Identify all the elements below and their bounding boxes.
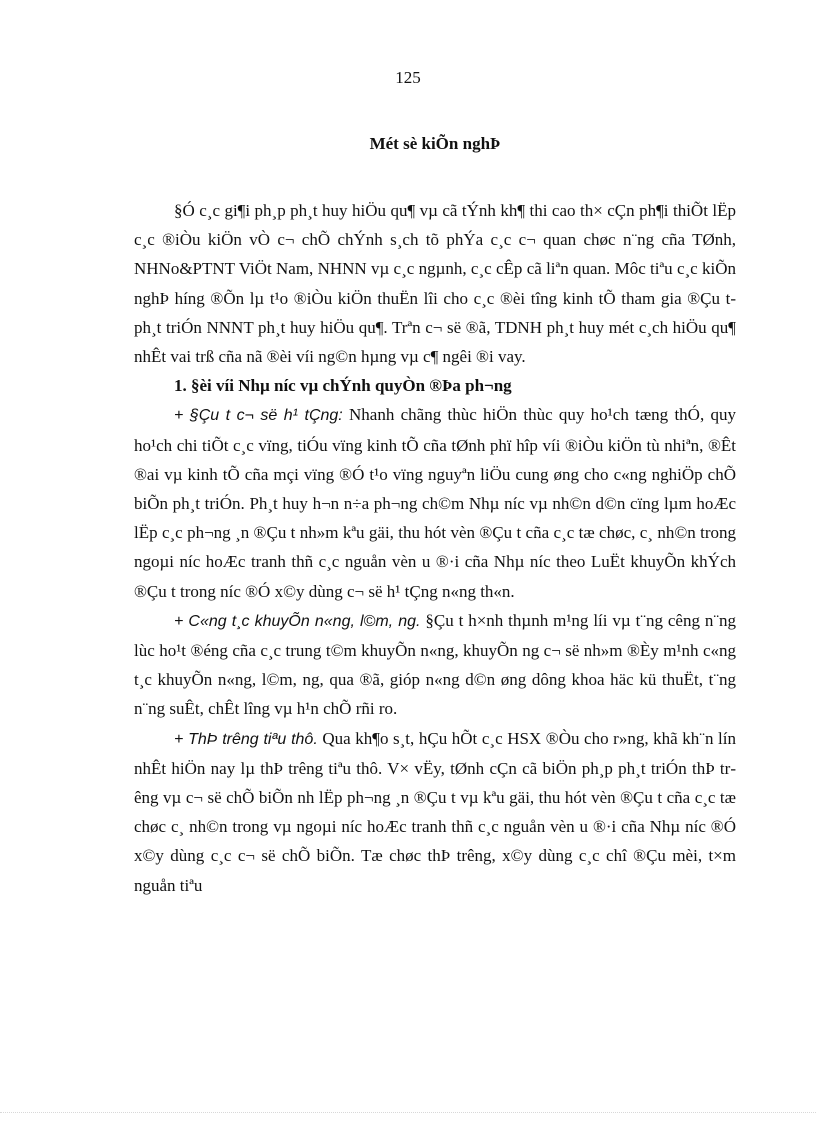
item-text-infrastructure: Nhanh chãng thùc hiÖn thùc quy ho¹ch tæng thÓ, quy ho¹ch chi tiÕt c¸c vïng, tiÓu vïng kinh tÕ cña tØnh phï hîp víi ®iÒu kiÖn tù nhiªn, ®Êt ®ai vµ kinh tÕ cña mçi vïng ®Ó t¹o vïng nguyªn liÖu cung øng cho c«ng nghiÖp chÕ biÕn ph¸t triÓn. Ph¸t huy h¬n n÷a ph¬ng ch©m Nhµ níc vµ nh©n d©n cïng lµm hoÆc lËp c¸c ph¬ng ¸n ®Çu t nh»m kªu gäi, thu hót vèn ®Çu t cña c¸c tæ chøc, c¸ nh©n trong ngoµi níc hoÆc tranh thñ c¸c nguån vèn u ®·i cña Nhµ níc theo LuËt khuyÕn khÝch ®Çu t trong níc ®Ó x©y dùng c¬ së h¹ tÇng n«ng th«n.: [134, 405, 736, 601]
page-title: Mét sè kiÕn nghÞ: [369, 134, 501, 153]
paragraph-extension: [134, 606, 736, 724]
item-label-extension: + C«ng t¸c khuyÕn n«ng, l©m, ng.: [174, 612, 421, 630]
intro-paragraph: §Ó c¸c gi¶i ph¸p ph¸t huy hiÖu qu¶ vµ cã tÝnh kh¶ thi cao th× cÇn ph¶i thiÕt lËp c¸c ®iÒu kiÖn vÒ c¬ chÕ chÝnh s¸ch tõ phÝa c¸c c¬ quan chøc n¨ng cña TØnh, NHNo&PTNT ViÖt Nam, NHNN vµ c¸c ngµnh, c¸c cÊp cã liªn quan. Môc tiªu c¸c kiÕn nghÞ híng ®Õn lµ t¹o ®iÒu kiÖn thuËn lîi cho c¸c ®èi tîng kinh tÕ tham gia ®Çu t ph¸t triÓn NNNT ph¸t huy hiÖu qu¶. Trªn c¬ së ®ã, TDNH ph¸t huy mét c¸ch hiÖu qu¶ nhÊt vai trß cña nã ®èi víi ng©n hµng vµ c¶ ngêi ®i vay.: [134, 201, 736, 367]
page-number: 125: [395, 68, 421, 87]
item-label-market: + ThÞ trêng tiªu thô.: [174, 730, 318, 748]
page-bottom-divider: [0, 1112, 816, 1113]
paragraph-infrastructure: [134, 400, 736, 605]
section-heading: 1. §èi víi Nhµ níc vµ chÝnh quyÒn ®Þa ph¬ng: [174, 376, 512, 396]
item-text-extension: §Çu t h×nh thµnh m¹ng líi vµ t¨ng cêng n¨ng lùc ho¹t ®éng cña c¸c trung t©m khuyÕn n«ng, khuyÕn ng c¬ së nh»m ®Èy m¹nh c«ng t¸c khuyÕn n«ng, l©m, ng, qua ®ã, gióp n«ng d©n øng dông khoa häc kü thuËt, t¨ng n¨ng suÊt, chÊt lîng vµ h¹n chÕ rñi ro.: [134, 610, 736, 719]
item-label-infrastructure: + §Çu t c¬ së h¹ tÇng:: [174, 407, 343, 425]
document-body: [134, 196, 736, 900]
paragraph-market: [134, 724, 736, 900]
item-text-market: Qua kh¶o s¸t, hÇu hÕt c¸c HSX ®Òu cho r»ng, khã kh¨n lín nhÊt hiÖn nay lµ thÞ trêng tiªu thô. V× vËy, tØnh cÇn cã biÖn ph¸p ph¸t triÓn thÞ trêng vµ c¬ së chÕ biÕn nh lËp ph¬ng ¸n ®Çu t vµ kªu gäi, thu hót vèn ®Çu t cña c¸c tæ chøc c¸ nh©n trong vµ ngoµi níc hoÆc tranh thñ c¸c nguån vèn u ®·i cña Nhµ níc ®Ó x©y dùng c¸c c¬ së chÕ biÕn. Tæ chøc thÞ trêng, x©y dùng c¸c chî ®Çu mèi, t×m nguån tiªu: [134, 728, 736, 895]
